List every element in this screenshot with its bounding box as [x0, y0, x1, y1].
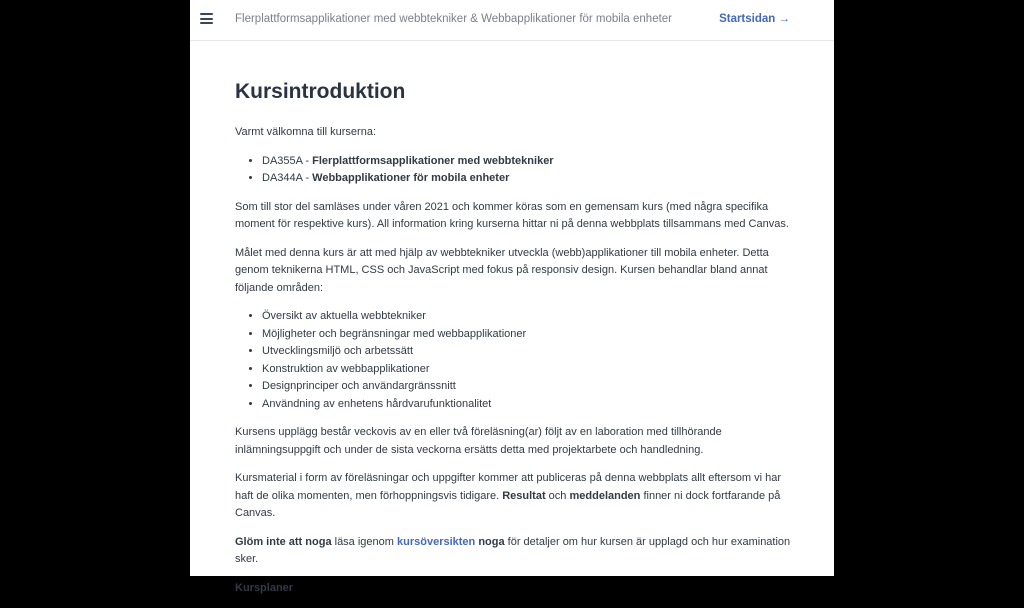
main-content — [235, 78, 795, 608]
text-segment: för detaljer om hur kursen är upplagd och hur examination sker. — [235, 535, 791, 565]
course-material-paragraph — [235, 470, 795, 523]
list-item: • Designprinciper och användargränssnitt — [262, 378, 795, 396]
home-link[interactable]: Startsidan → — [719, 13, 790, 25]
emphasis: noga — [475, 535, 505, 548]
menu-line — [200, 13, 213, 15]
text-segment: och — [545, 489, 570, 502]
list-item: • Användning av enhetens hårdvarufunktionalitet — [262, 396, 795, 414]
emphasis: Glöm inte att noga — [235, 535, 332, 548]
page-title: Kursintroduktion — [235, 80, 406, 103]
course-name: Flerplattformsapplikationer med webbtekniker — [312, 154, 554, 167]
emphasis: Resultat — [502, 489, 546, 502]
course-code: DA355A - — [262, 154, 313, 167]
course-name: Webbapplikationer för mobila enheter — [312, 172, 510, 184]
course-list — [235, 153, 795, 188]
reminder-paragraph — [235, 534, 795, 569]
list-item — [262, 170, 795, 188]
top-bar — [190, 0, 834, 41]
page — [190, 0, 834, 594]
welcome-text: Varmt välkomna till kurserna: — [235, 126, 377, 138]
emphasis: meddelanden — [569, 489, 641, 502]
menu-line — [200, 18, 213, 20]
text-segment: finner ni dock fortfarande på Canvas. — [235, 489, 781, 519]
course-layout-paragraph: Kursens upplägg består veckovis av en eller två föreläsning(ar) följt av en laboration med tillhörande inlämningsuppgift och under de sista veckorna ersätts detta med projektarbete och handledning. — [235, 426, 722, 456]
list-item — [262, 153, 795, 171]
course-goal-paragraph: Målet med denna kurs är att med hjälp av webbtekniker utveckla (webb)applikationer till mobila enheter. Detta genom teknikerna HTML, CSS och JavaScript med fokus på responsiv design. Kursen behandlar bland annat följande områden: — [235, 246, 769, 294]
menu-line — [200, 22, 213, 24]
hamburger-menu-icon[interactable] — [200, 13, 213, 24]
course-code: DA344A - — [262, 172, 313, 184]
list-item: • Utvecklingsmiljö och arbetssätt — [262, 343, 795, 361]
list-item: • Möjligheter och begränsningar med webbapplikationer — [262, 326, 795, 344]
list-item: • Översikt av aktuella webbtekniker — [262, 308, 795, 326]
topic-list — [235, 308, 795, 413]
book-title: Flerplattformsapplikationer med webbtekniker & Webbapplikationer för mobila enheter — [235, 13, 673, 25]
list-item: • Konstruktion av webbapplikationer — [262, 361, 795, 379]
subheading-course-plans: Kursplaner — [235, 581, 294, 594]
text-segment: läsa igenom — [331, 535, 397, 548]
joint-course-paragraph: Som till stor del samläses under våren 2021 och kommer köras som en gemensam kurs (med några specifika moment för respektive kurs). All information kring kurserna hittar ni på denna webbplats tillsammans med Canvas. — [235, 200, 789, 230]
course-overview-link[interactable]: kursöversikten — [397, 535, 476, 548]
text-segment: Kursmaterial i form av föreläsningar och uppgifter kommer att publiceras på denna webbplats allt eftersom vi har haft de olika momenten, men förhoppningsvis tidigare. — [235, 472, 781, 502]
